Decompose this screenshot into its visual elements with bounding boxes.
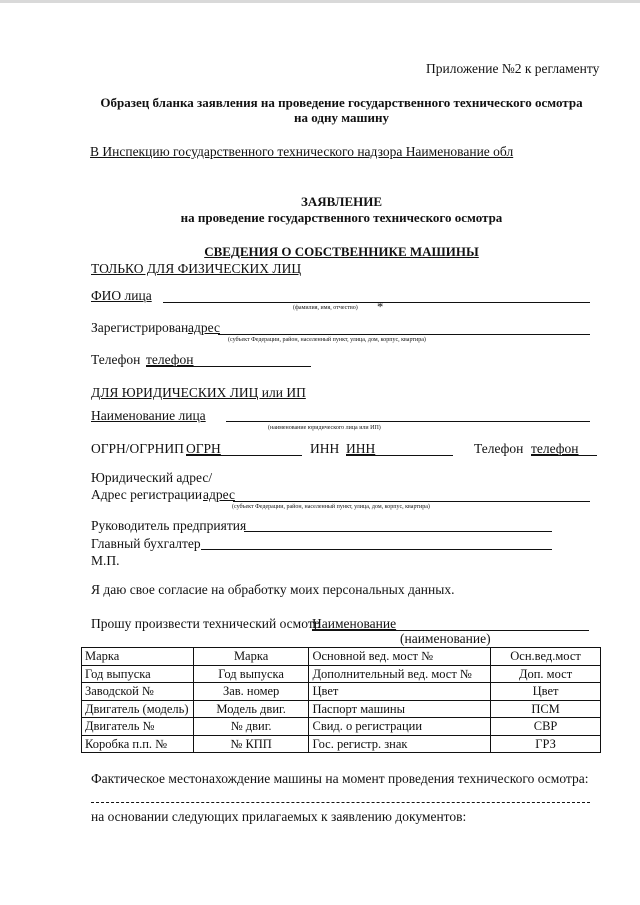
table-row	[82, 683, 601, 701]
fio-label: ФИО лица	[91, 288, 152, 303]
sample-title-line2: на одну машину	[294, 110, 389, 125]
table-row	[82, 665, 601, 683]
legal-address-hint: (субъект Федерации, район, населенный пункт, улица, дом, корпус, квартира)	[232, 504, 430, 510]
request-label: Прошу произвести технический осмотр	[91, 616, 321, 631]
table-cell: Свид. о регистрации	[309, 718, 491, 736]
legal-address-line[interactable]	[233, 501, 590, 502]
table-cell: Дополнительный вед. мост №	[309, 665, 491, 683]
table-cell: Двигатель (модель)	[82, 700, 194, 718]
legal-name-label: Наименование лица	[91, 408, 206, 423]
owner-section-title: СВЕДЕНИЯ О СОБСТВЕННИКЕ МАШИНЫ	[204, 244, 479, 259]
table-cell[interactable]: Зав. номер	[193, 683, 309, 701]
table-cell: Заводской №	[82, 683, 194, 701]
table-cell[interactable]: № КПП	[193, 735, 309, 753]
registered-label: Зарегистрирован	[91, 320, 189, 335]
registered-address-value: адрес	[188, 320, 220, 335]
registered-address-line[interactable]	[218, 334, 590, 335]
legal-address-value: адрес	[203, 487, 235, 502]
accountant-line[interactable]	[201, 549, 552, 550]
ogrn-label: ОГРН/ОГРНИП	[91, 441, 184, 456]
phone-line[interactable]	[146, 366, 311, 367]
director-label: Руководитель предприятия	[91, 518, 247, 533]
legal-name-line[interactable]	[226, 421, 590, 422]
table-cell[interactable]: № двиг.	[193, 718, 309, 736]
table-cell[interactable]: Доп. мост	[491, 665, 601, 683]
table-cell[interactable]: ПСМ	[491, 700, 601, 718]
inn-label: ИНН	[310, 441, 340, 456]
location-label: Фактическое местонахождение машины на момент проведения технического осмотра:	[91, 771, 589, 786]
location-line[interactable]	[91, 802, 590, 803]
request-value: Наименование	[312, 616, 397, 631]
phone-label: Телефон	[91, 352, 141, 367]
ogrn-line[interactable]	[186, 455, 302, 456]
appendix-note: Приложение №2 к регламенту	[426, 61, 600, 76]
table-cell: Год выпуска	[82, 665, 194, 683]
table-cell: Гос. регистр. знак	[309, 735, 491, 753]
inn-line[interactable]	[346, 455, 453, 456]
sample-title-line1: Образец бланка заявления на проведение государственного технического осмотра	[100, 95, 583, 110]
table-row	[82, 700, 601, 718]
statement-title: ЗАЯВЛЕНИЕ	[300, 194, 383, 209]
consent-text: Я даю свое согласие на обработку моих персональных данных.	[91, 582, 455, 597]
legal-heading: ДЛЯ ЮРИДИЧЕСКИХ ЛИЦ или ИП	[91, 385, 306, 400]
table-cell[interactable]: Марка	[193, 648, 309, 666]
individuals-heading: ТОЛЬКО ДЛЯ ФИЗИЧЕСКИХ ЛИЦ	[91, 261, 302, 276]
table-cell[interactable]: ГРЗ	[491, 735, 601, 753]
table-row	[82, 718, 601, 736]
fio-asterisk: *	[377, 300, 384, 314]
ogrn-value: ОГРН	[186, 441, 221, 456]
legal-name-hint: (наименование юридического лица или ИП)	[268, 425, 381, 431]
legal-address-label1: Юридический адрес/	[91, 470, 213, 485]
director-line[interactable]	[244, 531, 552, 532]
table-cell: Марка	[82, 648, 194, 666]
table-cell: Двигатель №	[82, 718, 194, 736]
registered-address-hint: (субъект Федерации, район, населенный пункт, улица, дом, корпус, квартира)	[228, 337, 426, 343]
table-cell[interactable]: Цвет	[491, 683, 601, 701]
legal-address-label2: Адрес регистрации	[91, 487, 203, 502]
vehicle-table	[81, 647, 601, 753]
table-cell[interactable]: СВР	[491, 718, 601, 736]
fio-hint: (фамилия, имя, отчество)	[293, 305, 358, 311]
legal-phone-line[interactable]	[531, 455, 597, 456]
accountant-label: Главный бухгалтер	[91, 536, 201, 551]
statement-subtitle: на проведение государственного технического осмотра	[180, 210, 503, 225]
inspection-recipient: В Инспекцию государственного технического надзора Наименование обл	[90, 144, 514, 159]
table-cell[interactable]: Осн.вед.мост	[491, 648, 601, 666]
table-row	[82, 648, 601, 666]
phone-value: телефон	[146, 352, 194, 367]
request-hint: (наименование)	[400, 631, 491, 646]
table-row	[82, 735, 601, 753]
legal-phone-label: Телефон	[474, 441, 524, 456]
table-cell: Цвет	[309, 683, 491, 701]
documents-label: на основании следующих прилагаемых к заявлению документов:	[91, 809, 467, 824]
table-cell: Основной вед. мост №	[309, 648, 491, 666]
legal-phone-value: телефон	[531, 441, 579, 456]
scan-top-edge	[0, 0, 640, 3]
stamp-label: М.П.	[91, 553, 120, 568]
inn-value: ИНН	[346, 441, 376, 456]
table-cell: Паспорт машины	[309, 700, 491, 718]
table-cell[interactable]: Модель двиг.	[193, 700, 309, 718]
table-cell: Коробка п.п. №	[82, 735, 194, 753]
table-cell[interactable]: Год выпуска	[193, 665, 309, 683]
